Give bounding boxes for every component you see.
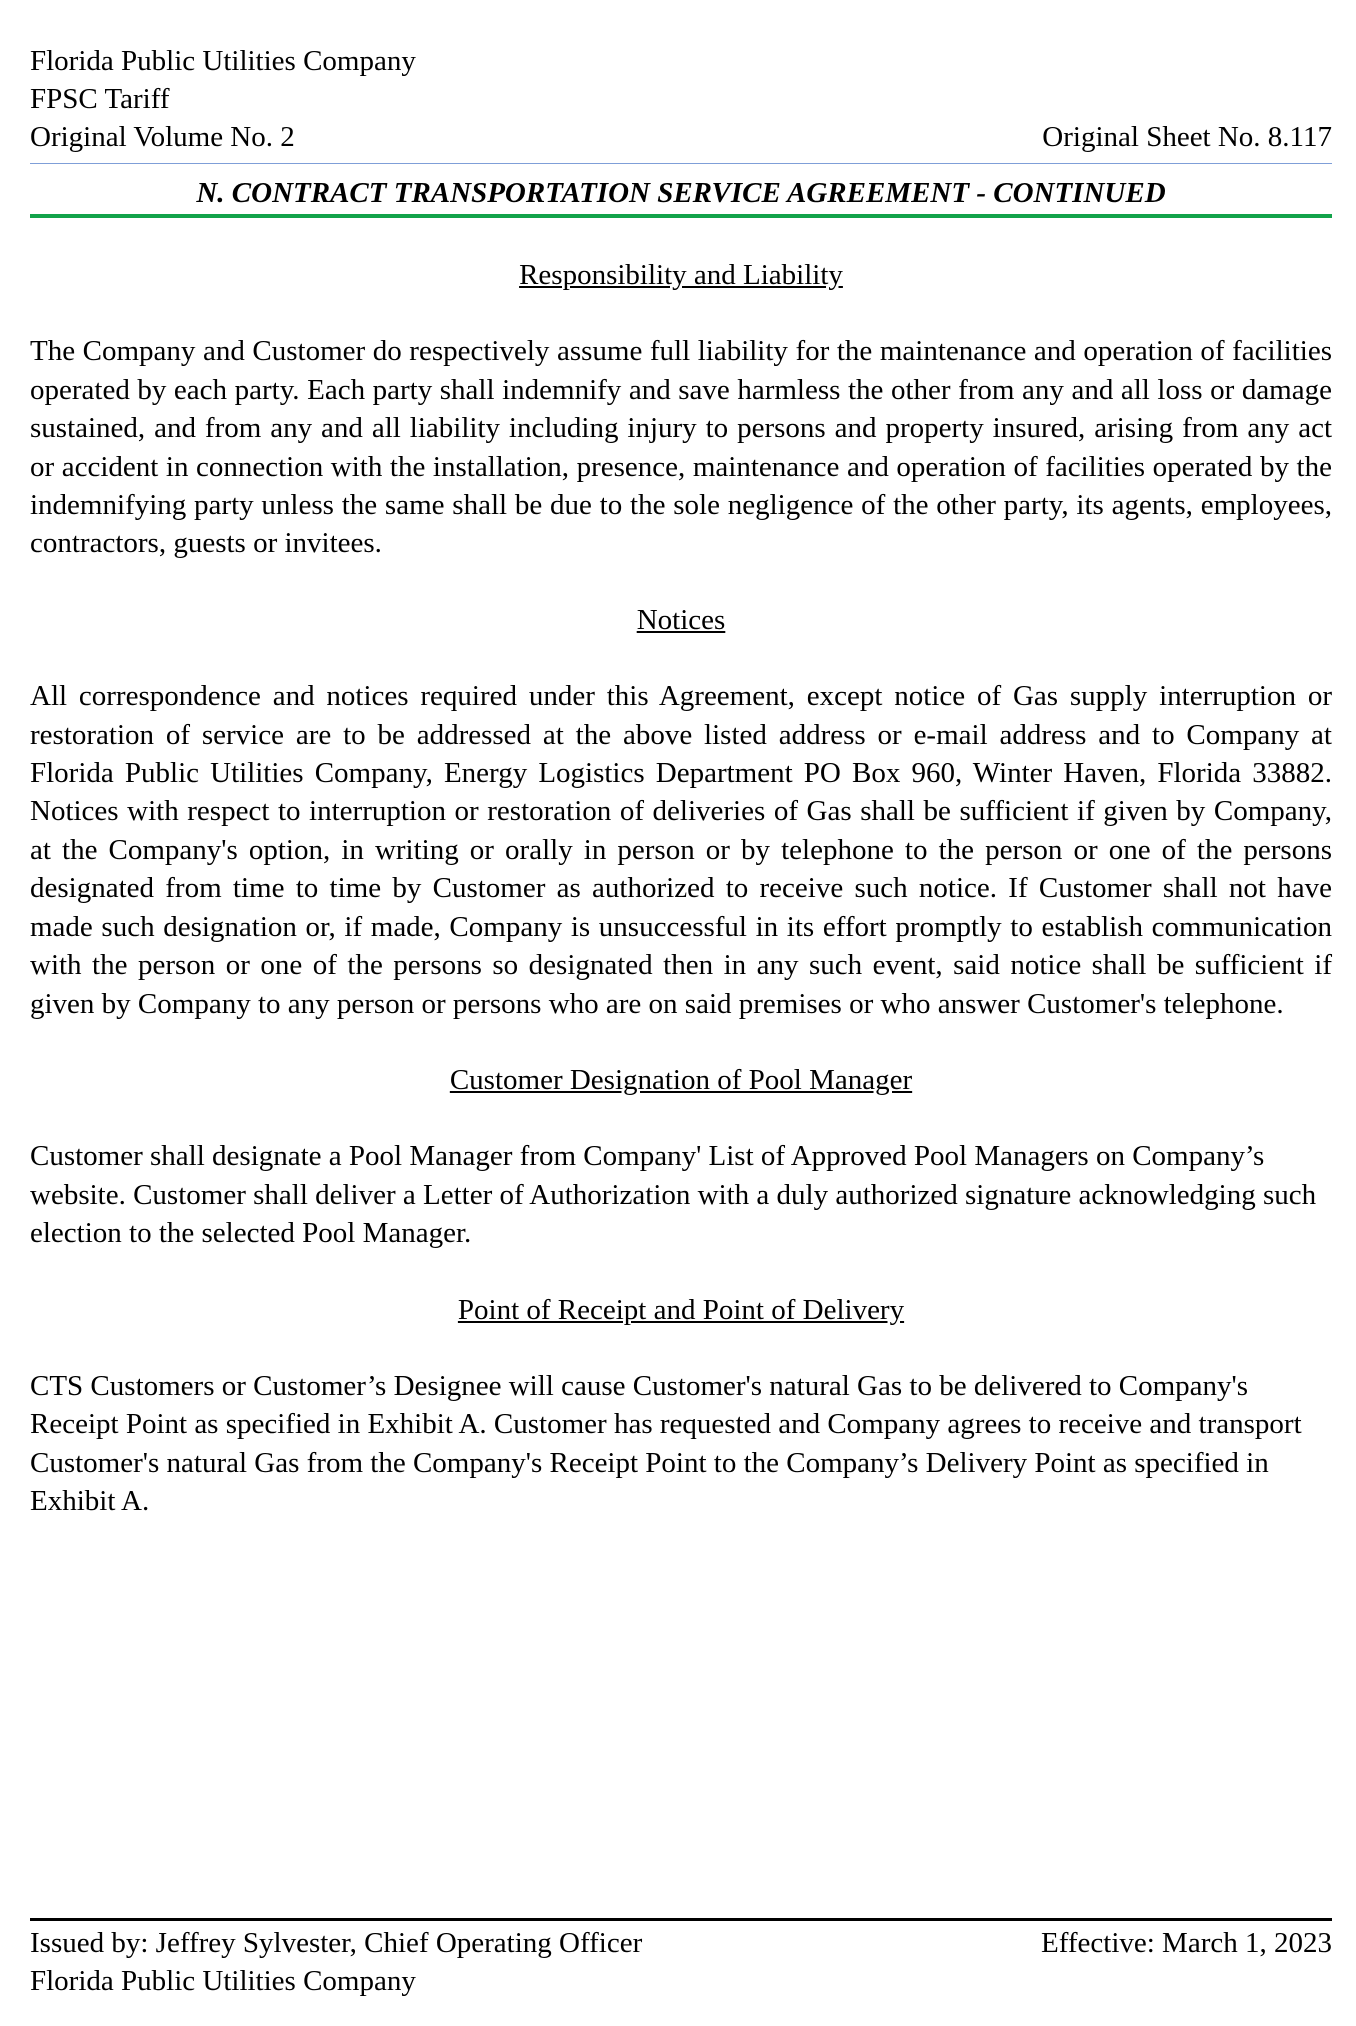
document-body (30, 256, 1332, 1559)
header-tariff: FPSC Tariff (30, 83, 170, 115)
section-responsibility-liability (30, 256, 1332, 563)
section-notices (30, 601, 1332, 1023)
section-paragraph: All correspondence and notices required under this Agreement, except notice of Gas supply interruption or restoration of service are to be addressed at the above listed address or e-mail address and to Company at Florida Public Utilities Company, Energy Logistics Department PO Box 960, Winter Haven, Florida 33882. Notices with respect to interruption or restoration of deliveries of Gas shall be sufficient if given by Company, at the Company's option, in writing or orally in person or by telephone to the person or one of the persons designated from time to time by Customer as authorized to receive such notice. If Customer shall not have made such designation or, if made, Company is unsuccessful in its effort promptly to establish communication with the person or one of the persons so designated then in any such event, said notice shall be sufficient if given by Company to any person or persons who are on said premises or who answer Customer's telephone. (30, 680, 1332, 1020)
section-heading: Point of Receipt and Point of Delivery (457, 1293, 905, 1326)
section-heading: Customer Designation of Pool Manager (449, 1063, 913, 1096)
header-volume-row (30, 118, 1332, 156)
footer-company: Florida Public Utilities Company (30, 1965, 416, 1997)
section-paragraph: CTS Customers or Customer’s Designee will cause Customer's natural Gas to be delivered to Company's Receipt Point as specified in Exhibit A. Customer has requested and Company agrees to receive and transport Customer's natural Gas from the Company's Receipt Point to the Company’s Delivery Point as specified in Exhibit A. (30, 1369, 1302, 1518)
section-heading: Responsibility and Liability (519, 259, 843, 291)
footer-divider (30, 1918, 1332, 1921)
section-title: N. CONTRACT TRANSPORTATION SERVICE AGREEMENT - CONTINUED (196, 177, 1166, 209)
footer-effective-date: Effective: March 1, 2023 (1041, 1927, 1332, 1959)
document-page (30, 0, 1332, 2026)
header-divider (30, 163, 1332, 164)
header-sheet-number: Original Sheet No. 8.117 (1042, 121, 1332, 153)
footer-issued-row (30, 1924, 1332, 1962)
footer-issued-by: Issued by: Jeffrey Sylvester, Chief Operating Officer (30, 1927, 643, 1959)
page-footer (30, 1924, 1332, 2000)
section-receipt-delivery (30, 1291, 1332, 1521)
header-volume: Original Volume No. 2 (30, 121, 295, 153)
section-paragraph: Customer shall designate a Pool Manager from Company' List of Approved Pool Managers on Company’s website. Customer shall deliver a Letter of Authorization with a duly authorized signature acknowledging such election to the selected Pool Manager. (30, 1140, 1317, 1250)
section-paragraph: The Company and Customer do respectively assume full liability for the maintenance and operation of facilities operated by each party. Each party shall indemnify and save harmless the other from any and all loss or damage sustained, and from any and all liability including injury to persons and property insured, arising from any act or accident in connection with the installation, presence, maintenance and operation of facilities operated by the indemnifying party unless the same shall be due to the sole negligence of the other party, its agents, employees, contractors, guests or invitees. (30, 335, 1332, 560)
page-header (30, 42, 1332, 156)
section-title-divider (30, 214, 1332, 218)
header-company: Florida Public Utilities Company (30, 45, 416, 77)
section-pool-manager (30, 1061, 1332, 1253)
section-heading: Notices (636, 603, 726, 636)
